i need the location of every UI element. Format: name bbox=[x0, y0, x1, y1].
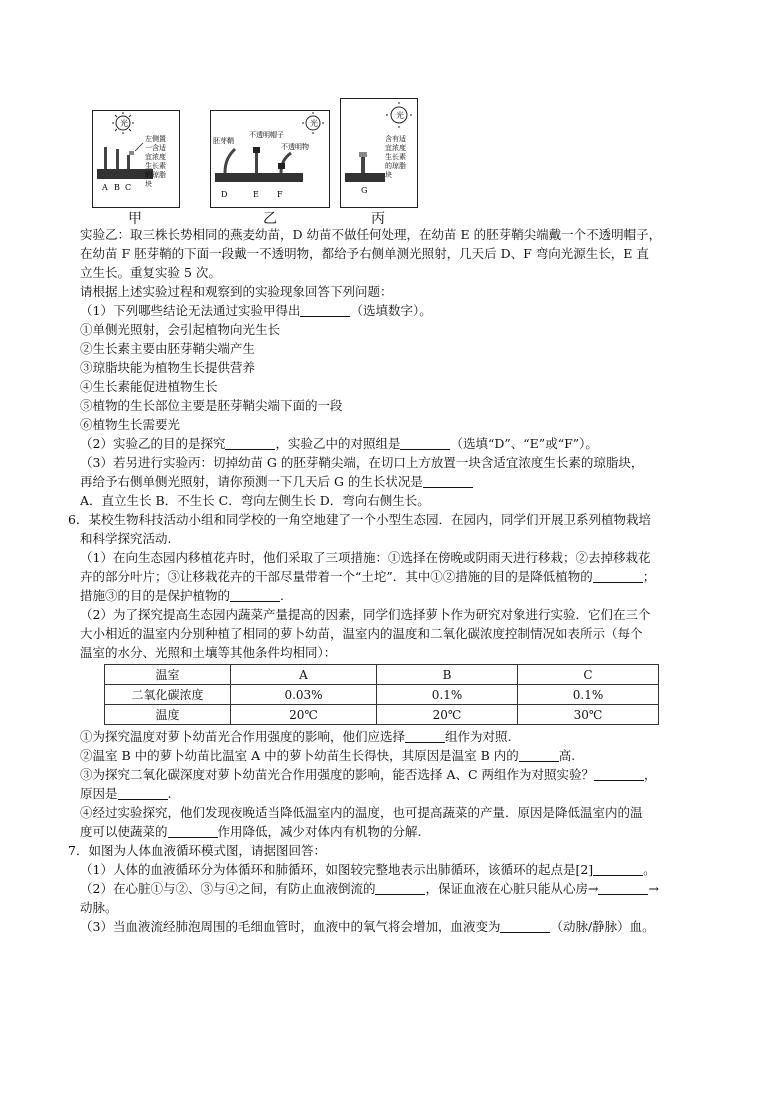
q6-part2-line2: 大小相近的温室内分别种植了相同的萝卜幼苗，温室内的温度和二氧化碳浓度控制情况如表所示（每个 bbox=[80, 626, 643, 641]
q7-part2-blank-2[interactable] bbox=[598, 881, 648, 895]
jia-letter-b: B bbox=[114, 183, 120, 192]
bing-letter-g: G bbox=[361, 186, 368, 195]
q6-sub4-line2 bbox=[80, 822, 720, 841]
q5-option-6: ⑥植物生长需要光 bbox=[80, 417, 181, 432]
q6-sub3-line1 bbox=[80, 765, 720, 784]
q7-part2-text: （2）在心脏①与②、③与④之间，有防止血液倒流的 bbox=[80, 881, 376, 896]
q6-sub3-blank-1[interactable] bbox=[594, 767, 644, 781]
yi-label-opaque: 不透明物 bbox=[281, 143, 309, 151]
q7-part2-blank-1[interactable] bbox=[375, 881, 425, 895]
q5-part2 bbox=[80, 434, 720, 453]
q5-experiment-yi-line2: 在幼苗 F 胚芽鞘的下面一段戴一不透明物，都给予右侧单测光照射，几天后 D、F 弯向光源生长，E 直 bbox=[80, 246, 649, 261]
q7-stem: 如图为人体血液循环模式图，请据图回答： bbox=[88, 843, 326, 858]
yi-letter-f: F bbox=[277, 190, 283, 199]
q5-part2-mid: ，实验乙中的对照组是 bbox=[275, 436, 401, 451]
q6-part2-line3: 温室的水分、光照和土壤等其他条件均相同）： bbox=[80, 645, 337, 660]
question-text bbox=[68, 225, 720, 936]
q7-part1-text: （1）人体的血液循环分为体循环和肺循环，如图较完整地表示出肺循环，该循环的起点是[2] bbox=[80, 862, 594, 877]
q5-part3-line2 bbox=[80, 472, 720, 491]
q5-choices: A．直立生长 B．不生长 C．弯向左侧生长 D．弯向右侧生长。 bbox=[80, 493, 430, 508]
q7-part2-mid: ，保证血液在心脏只能从心房→ bbox=[425, 881, 599, 896]
jia-sun-label: 光 bbox=[120, 119, 128, 128]
yi-letter-d: D bbox=[221, 190, 228, 199]
q6-sub2-blank[interactable] bbox=[519, 748, 559, 762]
q5-part2-hint: （选填“D”、“E”或“F”）。 bbox=[450, 436, 598, 451]
jia-note-2: 一含适 bbox=[145, 144, 166, 152]
q5-option-2: ②生长素主要由胚芽鞘尖端产生 bbox=[80, 341, 256, 356]
yi-letter-e: E bbox=[253, 190, 259, 199]
q6-part1-line2-text: 卉的部分叶片；③让移栽花卉的干部尽量带着一个“土坨”．其中①②措施的目的是降低植物的 bbox=[80, 569, 593, 584]
q6-sub4-line1: ④经过实验探究，他们发现夜晚适当降低温室内的温度，也可提高蔬菜的产量．原因是降低温室内的温 bbox=[80, 805, 643, 820]
q6-part1-line2 bbox=[80, 567, 720, 586]
q6-line2: 和科学探究活动. bbox=[80, 531, 172, 546]
q7-part2-line2: 动脉。 bbox=[80, 900, 118, 915]
q5-option-3: ③琼脂块能为植物生长提供营养 bbox=[80, 360, 256, 375]
table-cell: 20℃ bbox=[377, 705, 518, 725]
table-cell: 温度 bbox=[105, 705, 231, 725]
q7-part2-arrow: → bbox=[648, 881, 659, 896]
q6-sub4-line2-end: 作用降低，减少对体内有机物的分解. bbox=[217, 824, 422, 839]
q5-part3-line1: （3）若另进行实验丙：切掉幼苗 G 的胚芽鞘尖端，在切口上方放置一块含适宜浓度生长素的琼脂块， bbox=[80, 455, 644, 470]
q6-part1-blank-1[interactable] bbox=[593, 569, 643, 583]
bing-note-1: 含有适 bbox=[385, 135, 406, 143]
table-row bbox=[105, 705, 659, 725]
table-header-cell: A bbox=[231, 665, 377, 685]
q5-part2-blank-2[interactable] bbox=[400, 436, 450, 450]
q5-experiment-yi-line3: 立生长。重复实验 5 次。 bbox=[80, 265, 221, 280]
jia-letter-c: C bbox=[125, 183, 132, 192]
table-cell: 二氧化碳浓度 bbox=[105, 685, 231, 705]
q6-part1-line2-end: ； bbox=[642, 569, 656, 584]
jia-note-6: 块 bbox=[145, 180, 152, 188]
figure-yi-drawing bbox=[211, 111, 329, 207]
q5-part2-blank-1[interactable] bbox=[225, 436, 275, 450]
q5-option-5: ⑤植物的生长部位主要是胚芽鞘尖端下面的一段 bbox=[80, 398, 343, 413]
bing-note-3: 生长素 bbox=[385, 153, 406, 161]
q6-number: 6． bbox=[68, 512, 89, 527]
yi-label-cap: 不透明帽子 bbox=[249, 131, 284, 139]
bing-note-2: 宜浓度 bbox=[385, 144, 406, 152]
table-header-cell: B bbox=[377, 665, 518, 685]
q5-intro: 请根据上述实验过程和观察到的实验现象回答下列问题： bbox=[80, 284, 393, 299]
figure-jia-caption: 甲 bbox=[128, 211, 142, 227]
q5-part1-hint: （选填数字）。 bbox=[350, 303, 432, 318]
q5-part2-text: （2）实验乙的目的是探究 bbox=[80, 436, 226, 451]
q7-number: 7． bbox=[68, 843, 89, 858]
table-cell: 20℃ bbox=[231, 705, 377, 725]
experiment-figures bbox=[88, 96, 428, 226]
figure-bing-drawing bbox=[341, 99, 417, 207]
q6-sub3-blank-2[interactable] bbox=[118, 786, 168, 800]
q6-line1 bbox=[68, 510, 720, 529]
jia-note-1: 左侧置 bbox=[145, 135, 166, 143]
figure-bing bbox=[340, 98, 418, 208]
table-cell: 0.03% bbox=[231, 685, 377, 705]
q7-part1 bbox=[80, 860, 720, 879]
figure-bing-caption: 丙 bbox=[371, 211, 385, 227]
q6-part1-line3-text: 措施③的目的是保护植物的 bbox=[80, 588, 231, 603]
q6-sub2 bbox=[80, 746, 720, 765]
q6-sub3-line1-end: ， bbox=[644, 767, 657, 782]
q7-part3 bbox=[80, 917, 720, 936]
jia-note-3: 宜浓度 bbox=[145, 153, 166, 161]
q6-sub3-text: ③为探究二氧化碳深度对萝卜幼苗光合作用强度的影响，能否选择 A、C 两组作为对照实验？ bbox=[80, 767, 595, 782]
q5-part1-blank[interactable] bbox=[300, 303, 350, 317]
q5-option-4: ④生长素能促进植物生长 bbox=[80, 379, 218, 394]
q6-part1-line1: （1）在向生态园内移植花卉时，他们采取了三项措施：①选择在傍晚或阴雨天进行移栽；②去掉移栽花 bbox=[80, 550, 651, 565]
bing-note-5: 块 bbox=[385, 171, 392, 179]
q7-part1-end: 。 bbox=[643, 862, 656, 877]
bing-sun-label: 光 bbox=[396, 111, 404, 120]
jia-note-5: 的琼脂 bbox=[145, 171, 166, 179]
q5-option-1: ①单侧光照射，会引起植物向光生长 bbox=[80, 322, 281, 337]
table-cell: 0.1% bbox=[377, 685, 518, 705]
q7-part3-text: （3）当血液流经肺泡周围的毛细血管时，血液中的氧气将会增加，血液变为 bbox=[80, 919, 501, 934]
q5-part1 bbox=[80, 301, 720, 320]
q7-line1 bbox=[68, 841, 720, 860]
q7-part3-end: （动脉/静脉）血。 bbox=[550, 919, 655, 934]
q6-sub3-line2-text: 原因是 bbox=[80, 786, 118, 801]
q6-stem: 某校生物科技活动小组和同学校的一角空地建了一个小型生态园．在园内，同学们开展卫系列植物栽培 bbox=[88, 512, 651, 527]
q6-part1-blank-2[interactable] bbox=[230, 588, 280, 602]
jia-letter-a: A bbox=[102, 183, 108, 192]
q6-sub1-blank[interactable] bbox=[405, 729, 445, 743]
table-header-cell: 温室 bbox=[105, 665, 231, 685]
figure-yi-caption: 乙 bbox=[263, 211, 277, 227]
q6-sub4-line2-text: 度可以使蔬菜的 bbox=[80, 824, 168, 839]
table-header-cell: C bbox=[518, 665, 659, 685]
yi-sun-label: 光 bbox=[310, 119, 318, 128]
figure-yi bbox=[210, 110, 330, 208]
q7-part3-blank[interactable] bbox=[500, 919, 550, 933]
q5-experiment-yi-line1: 实验乙：取三株长势相同的燕麦幼苗，D 幼苗不做任何处理，在幼苗 E 的胚芽鞘尖端戴一个不透明帽子， bbox=[80, 227, 662, 242]
q7-part2-line1 bbox=[80, 879, 720, 898]
q6-sub3-line2 bbox=[80, 784, 720, 803]
table-cell: 30℃ bbox=[518, 705, 659, 725]
bing-note-4: 的琼脂 bbox=[385, 162, 406, 170]
yi-label-coleoptile: 胚芽鞘 bbox=[213, 137, 234, 145]
q6-sub2-end: 高. bbox=[558, 748, 576, 763]
q6-sub3-line2-end: . bbox=[167, 786, 172, 801]
table-row bbox=[105, 685, 659, 705]
q6-part1-line3-end: . bbox=[280, 588, 284, 603]
figure-jia-drawing bbox=[93, 111, 179, 207]
q6-part1-line3 bbox=[80, 586, 720, 605]
q5-part1-text: （1）下列哪些结论无法通过实验甲得出 bbox=[80, 303, 301, 318]
q5-part3-text: 再给予右侧单侧光照射，请你预测一下几天后 G 的生长状况是 bbox=[80, 474, 423, 489]
figure-jia bbox=[92, 110, 180, 208]
q6-sub1 bbox=[80, 727, 720, 746]
greenhouse-table bbox=[104, 664, 659, 725]
q6-part2-line1: （2）为了探究提高生态园内蔬菜产量提高的因素，同学们选择萝卜作为研究对象进行实验．它们在三个 bbox=[80, 607, 651, 622]
table-cell: 0.1% bbox=[518, 685, 659, 705]
q6-sub1-end: 组作为对照. bbox=[445, 729, 512, 744]
q7-part1-blank[interactable] bbox=[593, 862, 643, 876]
q6-sub4-blank[interactable] bbox=[168, 824, 218, 838]
table-header-row bbox=[105, 665, 659, 685]
q5-part3-blank[interactable] bbox=[423, 474, 473, 488]
q6-sub2-text: ②温室 B 中的萝卜幼苗比温室 A 中的萝卜幼苗生长得快，其原因是温室 B 内的 bbox=[80, 748, 519, 763]
jia-note-4: 生长素 bbox=[145, 162, 166, 170]
q6-sub1-text: ①为探究温度对萝卜幼苗光合作用强度的影响，他们应选择 bbox=[80, 729, 406, 744]
